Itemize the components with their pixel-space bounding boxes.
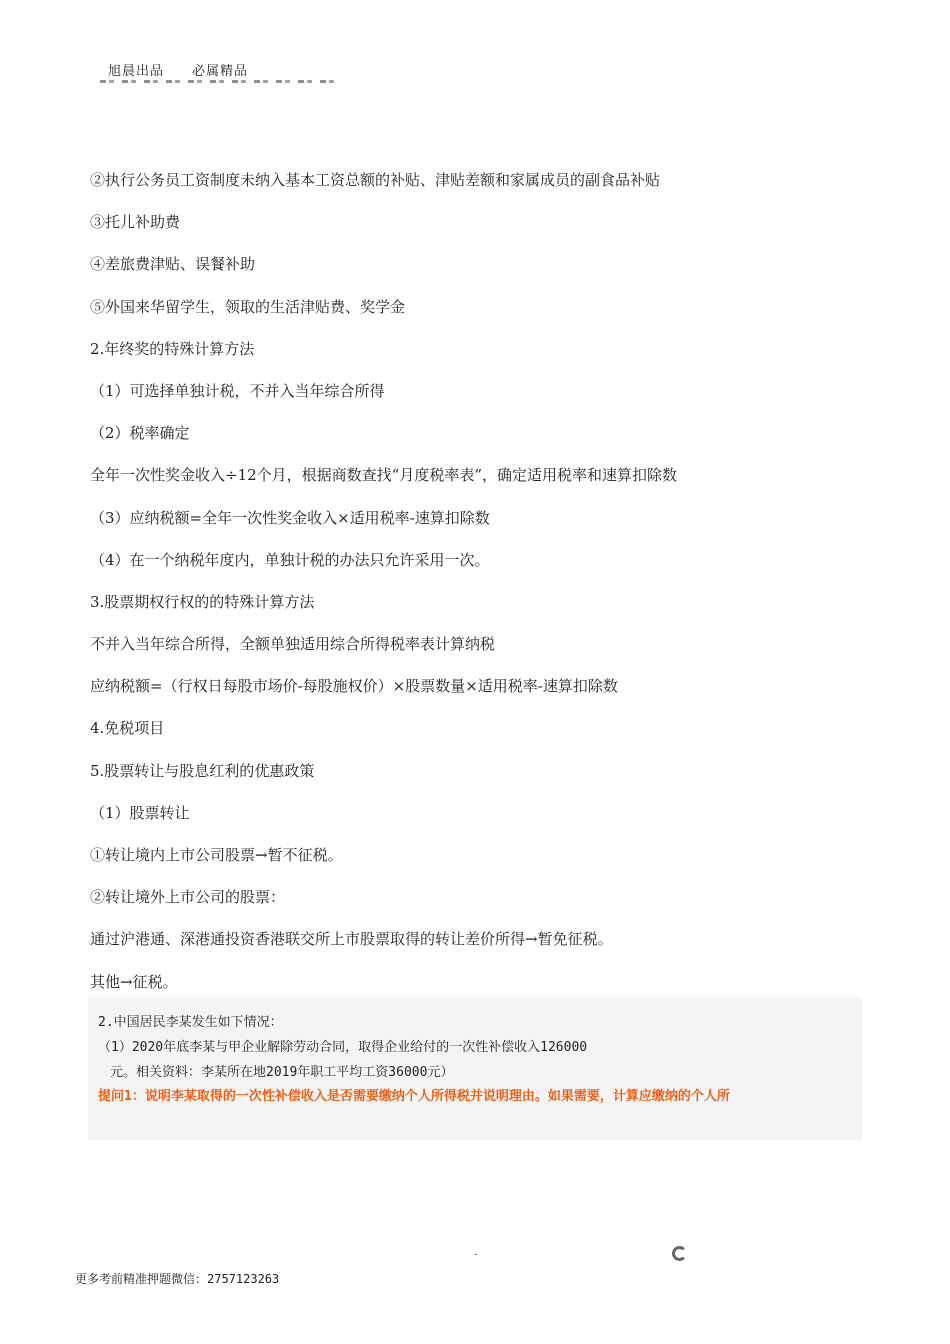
- page-header: [108, 60, 248, 79]
- text-line: 不并入当年综合所得，全额单独适用综合所得税率表计算纳税: [90, 635, 496, 654]
- text-line: 其他→征税。: [90, 972, 178, 991]
- question-item: （1）2020年底李某与甲企业解除劳动合同，取得企业给付的一次性补偿收入126000: [98, 1040, 588, 1055]
- text-line: ①转让境内上市公司股票→暂不征税。: [90, 846, 343, 864]
- text-line: （2）税率确定: [90, 424, 190, 443]
- page-footer: 更多考前精准押题微信：2757123263: [75, 1272, 280, 1286]
- question-item-continuation: 元。相关资料：李某所在地2019年职工平均工资36000元）: [110, 1065, 454, 1080]
- scan-ring-artifact: [672, 1246, 687, 1261]
- section-heading: 3.股票期权行权的的特殊计算方法: [90, 592, 315, 611]
- scan-dot-artifact: [474, 1254, 477, 1255]
- text-line: 全年一次性奖金收入÷12个月，根据商数查找“月度税率表”，确定适用税率和速算扣除数: [90, 466, 677, 485]
- section-heading: 2.年终奖的特殊计算方法: [90, 339, 255, 358]
- question-hint: 提问1：说明李某取得的一次性补偿收入是否需要缴纳个人所得税并说明理由。如果需要，计算应缴纳的个人所: [98, 1089, 730, 1104]
- text-line: 通过沪港通、深港通投资香港联交所上市股票取得的转让差价所得→暂免征税。: [90, 930, 613, 949]
- text-line: 应纳税额=（行权日每股市场价-每股施权价）×股票数量×适用税率-速算扣除数: [90, 677, 618, 696]
- text-line: （4）在一个纳税年度内，单独计税的办法只允许采用一次。: [90, 550, 490, 569]
- header-left-text: 旭晨出品: [108, 64, 165, 79]
- question-box: [88, 998, 862, 1140]
- header-right-text: 必属精品: [192, 64, 249, 79]
- text-line: （1）股票转让: [90, 803, 190, 822]
- text-line: ②执行公务员工资制度未纳入基本工资总额的补贴、津贴差额和家属成员的副食品补贴: [90, 171, 661, 189]
- text-line: ⑤外国来华留学生，领取的生活津贴费、奖学金: [90, 297, 406, 316]
- document-body: [90, 168, 870, 1012]
- header-scan-artifact: [100, 80, 340, 83]
- text-line: ③托儿补助费: [90, 213, 181, 232]
- section-heading: 4.免税项目: [90, 719, 165, 738]
- section-heading: 5.股票转让与股息红利的优惠政策: [90, 761, 315, 780]
- text-line: （3）应纳税额=全年一次性奖金收入×适用税率-速算扣除数: [90, 508, 490, 527]
- text-line: ④差旅费津贴、误餐补助: [90, 255, 256, 274]
- question-title: 2.中国居民李某发生如下情况：: [98, 1015, 283, 1030]
- text-line: ②转让境外上市公司的股票：: [90, 888, 286, 907]
- text-line: （1）可选择单独计税，不并入当年综合所得: [90, 381, 385, 400]
